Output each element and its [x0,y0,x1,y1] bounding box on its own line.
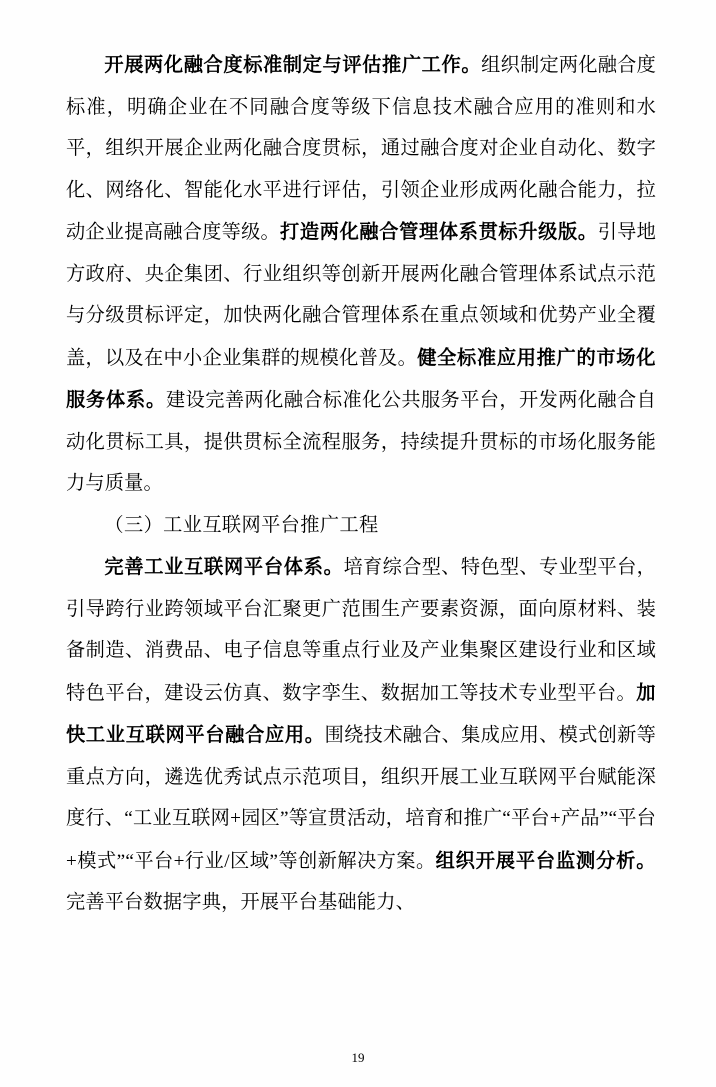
paragraph-1-body: 组织制定两化融合度标准，明确企业在不同融合度等级下信息技术融合应用的准则和水平，组织开展企业两化融合度贯标，通过融合度对企业自动化、数字化、网络化、智能化水平进行评估，引领企业形成两化融合能力，拉动企业提高融合度等级。 [66,55,656,243]
page-content [66,44,656,924]
paragraph-1-body-2: 引导地方政府、央企集团、行业组织等创新开展两化融合管理体系试点示范与分级贯标评定，加快两化融合管理体系在重点领域和优势产业全覆盖，以及在中小企业集群的规模化普及。 [66,222,657,369]
paragraph-2-bold-mid-2: 组织开展平台监测分析。 [435,848,656,872]
paragraph-2-body: 培育综合型、特色型、专业型平台，引导跨行业跨领域平台汇聚更广范围生产要素资源，面向原材料、装备制造、消费品、电子信息等重点行业及产业集聚区建设行业和区域特色平台，建设云仿真、数字孪生、数据加工等技术专业型平台。 [66,557,657,704]
paragraph-2-bold-lead: 完善工业互联网平台体系。 [104,555,344,578]
paragraph-1-bold-mid-2: 健全标准应用推广的市场化服务体系。 [66,345,656,411]
paragraph-2 [66,546,656,924]
section-heading: （三）工业互联网平台推广工程 [104,514,379,536]
paragraph-1-body-3: 建设完善两化融合标准化公共服务平台，开发两化融合自动化贯标工具，提供贯标全流程服务，持续提升贯标的市场化服务能力与质量。 [66,390,657,494]
paragraph-2-body-3: 完善平台数据字典，开展平台基础能力、 [66,892,415,913]
page-number: 19 [351,1050,365,1065]
paragraph-1 [66,44,656,505]
paragraph-2-bold-mid: 加快工业互联网平台融合应用。 [66,680,656,746]
paragraph-1-bold-mid: 打造两化融合管理体系贯标升级版。 [280,220,598,243]
paragraph-1-bold-lead: 开展两化融合度标准制定与评估推广工作。 [104,53,482,76]
paragraph-2-body-2: 围绕技术融合、集成应用、模式创新等重点方向，遴选优秀试点示范项目，组织开展工业互联网平台赋能深度行、“工业互联网+园区”等宣贯活动，培育和推广“平台+产品”“平台+模式”“平台+行业/区域”等创新解决方案。 [66,725,656,872]
